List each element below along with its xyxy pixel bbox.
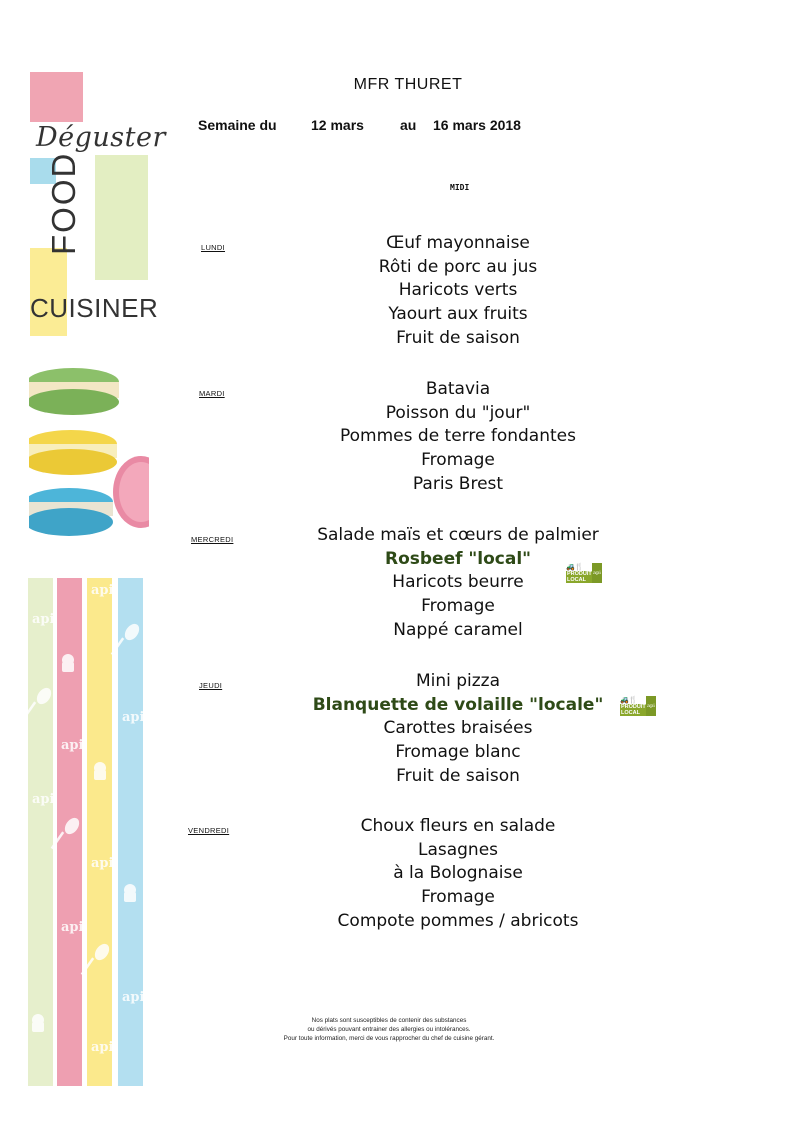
- local-badge-tag: api: [646, 696, 656, 716]
- dish-item: Fruit de saison: [396, 765, 520, 786]
- day-label: VENDREDI: [188, 826, 230, 835]
- dish-item-local: Rosbeef "local": [384, 548, 532, 569]
- dish-item: Pommes de terre fondantes: [340, 426, 576, 447]
- green-block: [95, 155, 148, 280]
- dish-item: Œuf mayonnaise: [386, 233, 530, 253]
- dish-item: à la Bolognaise: [393, 863, 523, 884]
- dish-list: [258, 670, 658, 789]
- week-prefix: Semaine du: [198, 117, 277, 133]
- allergen-note-line: Pour toute information, merci de vous rapprocher du chef de cuisine gérant.: [283, 1035, 495, 1042]
- stripe-api-mark: api: [32, 792, 55, 807]
- dish-item: Fromage: [421, 596, 495, 617]
- service-label: MIDI: [450, 183, 470, 192]
- week-start: 12 mars: [311, 117, 364, 133]
- stripe-api-mark: api: [61, 738, 84, 753]
- day-label: JEUDI: [199, 681, 223, 690]
- day-label: MERCREDI: [191, 535, 234, 544]
- brand-food: FOOD: [45, 151, 82, 255]
- stripe-api-mark: api: [91, 856, 114, 871]
- stripe-api-mark: api: [91, 1040, 114, 1055]
- dish-item: Fromage blanc: [395, 742, 521, 763]
- dish-item: Paris Brest: [412, 473, 504, 494]
- dish-item: Mini pizza: [415, 671, 501, 691]
- stripe-api-mark: api: [91, 583, 114, 598]
- week-end: 16 mars 2018: [433, 117, 521, 133]
- dish-list: [258, 524, 658, 643]
- macarons-illustration: [29, 352, 149, 552]
- local-badge-tag: api: [592, 563, 602, 583]
- local-badge-label: PRODUIT LOCAL: [567, 571, 592, 583]
- allergen-note-line: Nos plats sont susceptibles de contenir des substances: [311, 1017, 467, 1024]
- dish-item: Lasagnes: [417, 839, 499, 860]
- page-title: MFR THURET: [353, 76, 463, 93]
- dish-list: [258, 378, 658, 497]
- dish-item: Fruit de saison: [396, 327, 520, 348]
- tractor-icon: 🚜🍴: [620, 696, 638, 704]
- day-label: LUNDI: [201, 243, 226, 252]
- brand-deguster: Déguster: [36, 122, 166, 153]
- allergen-note: [272, 1016, 506, 1043]
- stripe-utensil-icons: [28, 578, 144, 1086]
- dish-item: Yaourt aux fruits: [388, 304, 528, 325]
- brand-cuisiner: CUISINER: [30, 293, 159, 323]
- dish-item: Rôti de porc au jus: [378, 256, 538, 277]
- dish-item: Batavia: [425, 379, 491, 399]
- stripe-api-mark: api: [122, 990, 145, 1005]
- stripe-api-mark: api: [32, 612, 55, 627]
- local-product-badge: [620, 696, 656, 716]
- local-product-badge: [566, 563, 602, 583]
- dish-item-local: Blanquette de volaille "locale": [312, 694, 604, 715]
- local-badge-label: PRODUIT LOCAL: [621, 704, 646, 716]
- dish-list: [258, 815, 658, 934]
- dish-item: Choux fleurs en salade: [360, 816, 556, 836]
- allergen-note-line: ou dérivés pouvant entrainer des allergies ou intolérances.: [307, 1026, 471, 1033]
- dish-item: Nappé caramel: [393, 619, 523, 640]
- dish-list: [258, 232, 658, 351]
- dish-item: Poisson du "jour": [385, 402, 531, 423]
- dish-item: Compote pommes / abricots: [337, 910, 579, 931]
- stripe-api-mark: api: [61, 920, 84, 935]
- dish-item: Haricots verts: [398, 280, 518, 301]
- week-separator: au: [400, 117, 417, 133]
- tractor-icon: 🚜🍴: [566, 563, 584, 571]
- day-label: MARDI: [199, 389, 225, 398]
- dish-item: Haricots beurre: [392, 572, 524, 593]
- dish-item: Fromage: [421, 887, 495, 908]
- dish-item: Salade maïs et cœurs de palmier: [317, 525, 599, 545]
- dish-item: Fromage: [421, 450, 495, 471]
- dish-item: Carottes braisées: [383, 718, 533, 739]
- stripe-api-mark: api: [122, 710, 145, 725]
